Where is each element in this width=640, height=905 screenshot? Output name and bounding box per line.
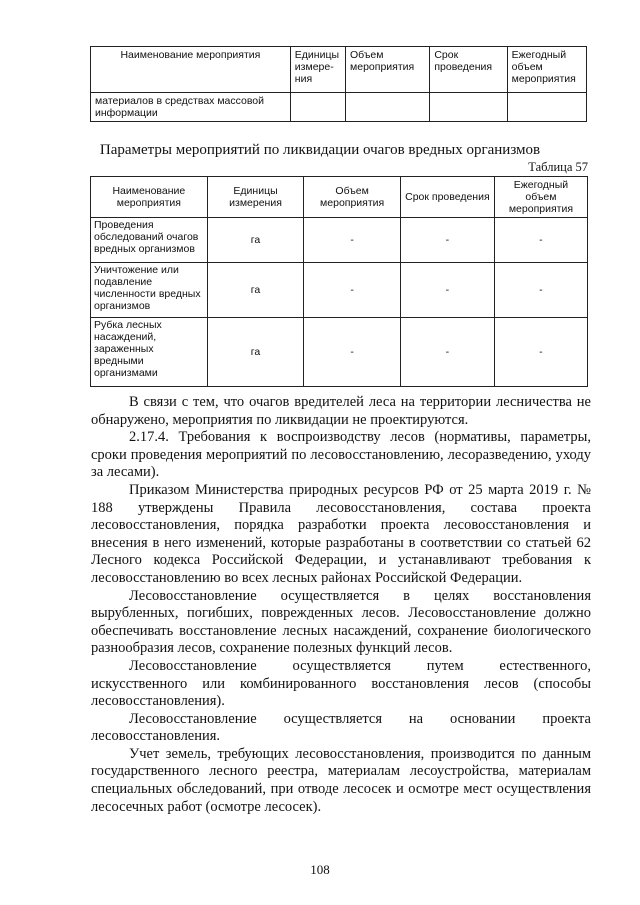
t57-header-annual: Ежегодный объем мероприятия — [494, 177, 587, 218]
top-row-term — [430, 93, 507, 122]
section-title: Параметры мероприятий по ликвидации очагов вредных организмов — [99, 142, 541, 158]
t57-row1-annual: - — [494, 218, 587, 263]
top-row-units — [290, 93, 345, 122]
t57-row2-term: - — [400, 263, 494, 318]
top-header-annual: Ежегодный объем мероприятия — [507, 47, 586, 93]
t57-row2-name: Уничтожение или подавление численности вредных организмов — [91, 263, 208, 318]
table-row — [91, 318, 588, 387]
t57-row3-unit: га — [207, 318, 304, 387]
paragraph: Лесовосстановление осуществляется в целях восстановления вырубленных, погибших, поврежденных лесов. Лесовосстановление должно обеспечивать восстановление лесных насаждений, сохранение биологического разнообразия лесов, сохранение полезных функций лесов. — [91, 587, 591, 657]
table-row — [91, 218, 588, 263]
t57-row1-term: - — [400, 218, 494, 263]
t57-header-units: Единицы измерения — [207, 177, 304, 218]
table-row — [91, 93, 587, 122]
t57-row1-name: Проведения обследований очагов вредных организмов — [91, 218, 208, 263]
t57-header-name: Наименование мероприятия — [91, 177, 208, 218]
top-table-header-row — [91, 47, 587, 93]
t57-row2-volume: - — [304, 263, 401, 318]
previous-table-continuation — [90, 46, 587, 122]
table-57 — [90, 176, 588, 387]
body-text — [91, 394, 591, 816]
paragraph: В связи с тем, что очагов вредителей леса на территории лесничества не обнаружено, мероприятия по ликвидации не проектируются. — [91, 394, 591, 428]
t57-row2-annual: - — [494, 263, 587, 318]
top-header-name: Наименование мероприятия — [91, 47, 291, 93]
page-number: 108 — [310, 862, 330, 877]
top-header-volume: Объем мероприятия — [346, 47, 430, 93]
table57-header-row — [91, 177, 588, 218]
table-row — [91, 263, 588, 318]
t57-header-volume: Объем мероприятия — [304, 177, 401, 218]
top-header-term: Срок проведения — [430, 47, 507, 93]
top-row-annual — [507, 93, 586, 122]
table-number-label: Таблица 57 — [528, 160, 588, 174]
t57-row3-term: - — [400, 318, 494, 387]
t57-row3-name: Рубка лесных насаждений, зараженных вредными организмами — [91, 318, 208, 387]
top-header-units: Единицы измере-ния — [290, 47, 345, 93]
t57-row3-annual: - — [494, 318, 587, 387]
top-row-volume — [346, 93, 430, 122]
t57-row1-unit: га — [207, 218, 304, 263]
paragraph: Приказом Министерства природных ресурсов РФ от 25 марта 2019 г. № 188 утверждены Правила лесовосстановления, состава проекта лесовосстановления, порядка разработки проекта лесовосстановления и внесения в него изменений, которые разработаны в соответствии со статьей 62 Лесного кодекса Российской Федерации, и устанавливают требования к лесовосстановлению во всех лесных районах Российской Федерации. — [91, 481, 591, 586]
paragraph: Лесовосстановление осуществляется на основании проекта лесовосстановления. — [91, 710, 591, 745]
paragraph: Лесовосстановление осуществляется путем естественного, искусственного или комбинированного восстановления лесов (способы лесовосстановления). — [91, 657, 591, 710]
t57-row2-unit: га — [207, 263, 304, 318]
t57-header-term: Срок проведения — [400, 177, 494, 218]
t57-row3-volume: - — [304, 318, 401, 387]
paragraph: 2.17.4. Требования к воспроизводству лесов (нормативы, параметры, сроки проведения мероприятий по лесовосстановлению, лесоразведению, уходу за лесами). — [91, 429, 591, 481]
t57-row1-volume: - — [304, 218, 401, 263]
paragraph: Учет земель, требующих лесовосстановления, производится по данным государственного лесного реестра, материалам лесоустройства, материалам специальных обследований, при отводе лесосек и осмотре мест осуществления лесосечных работ (осмотре лесосек). — [91, 745, 591, 815]
top-row-name: материалов в средствах массовой информации — [91, 93, 291, 122]
